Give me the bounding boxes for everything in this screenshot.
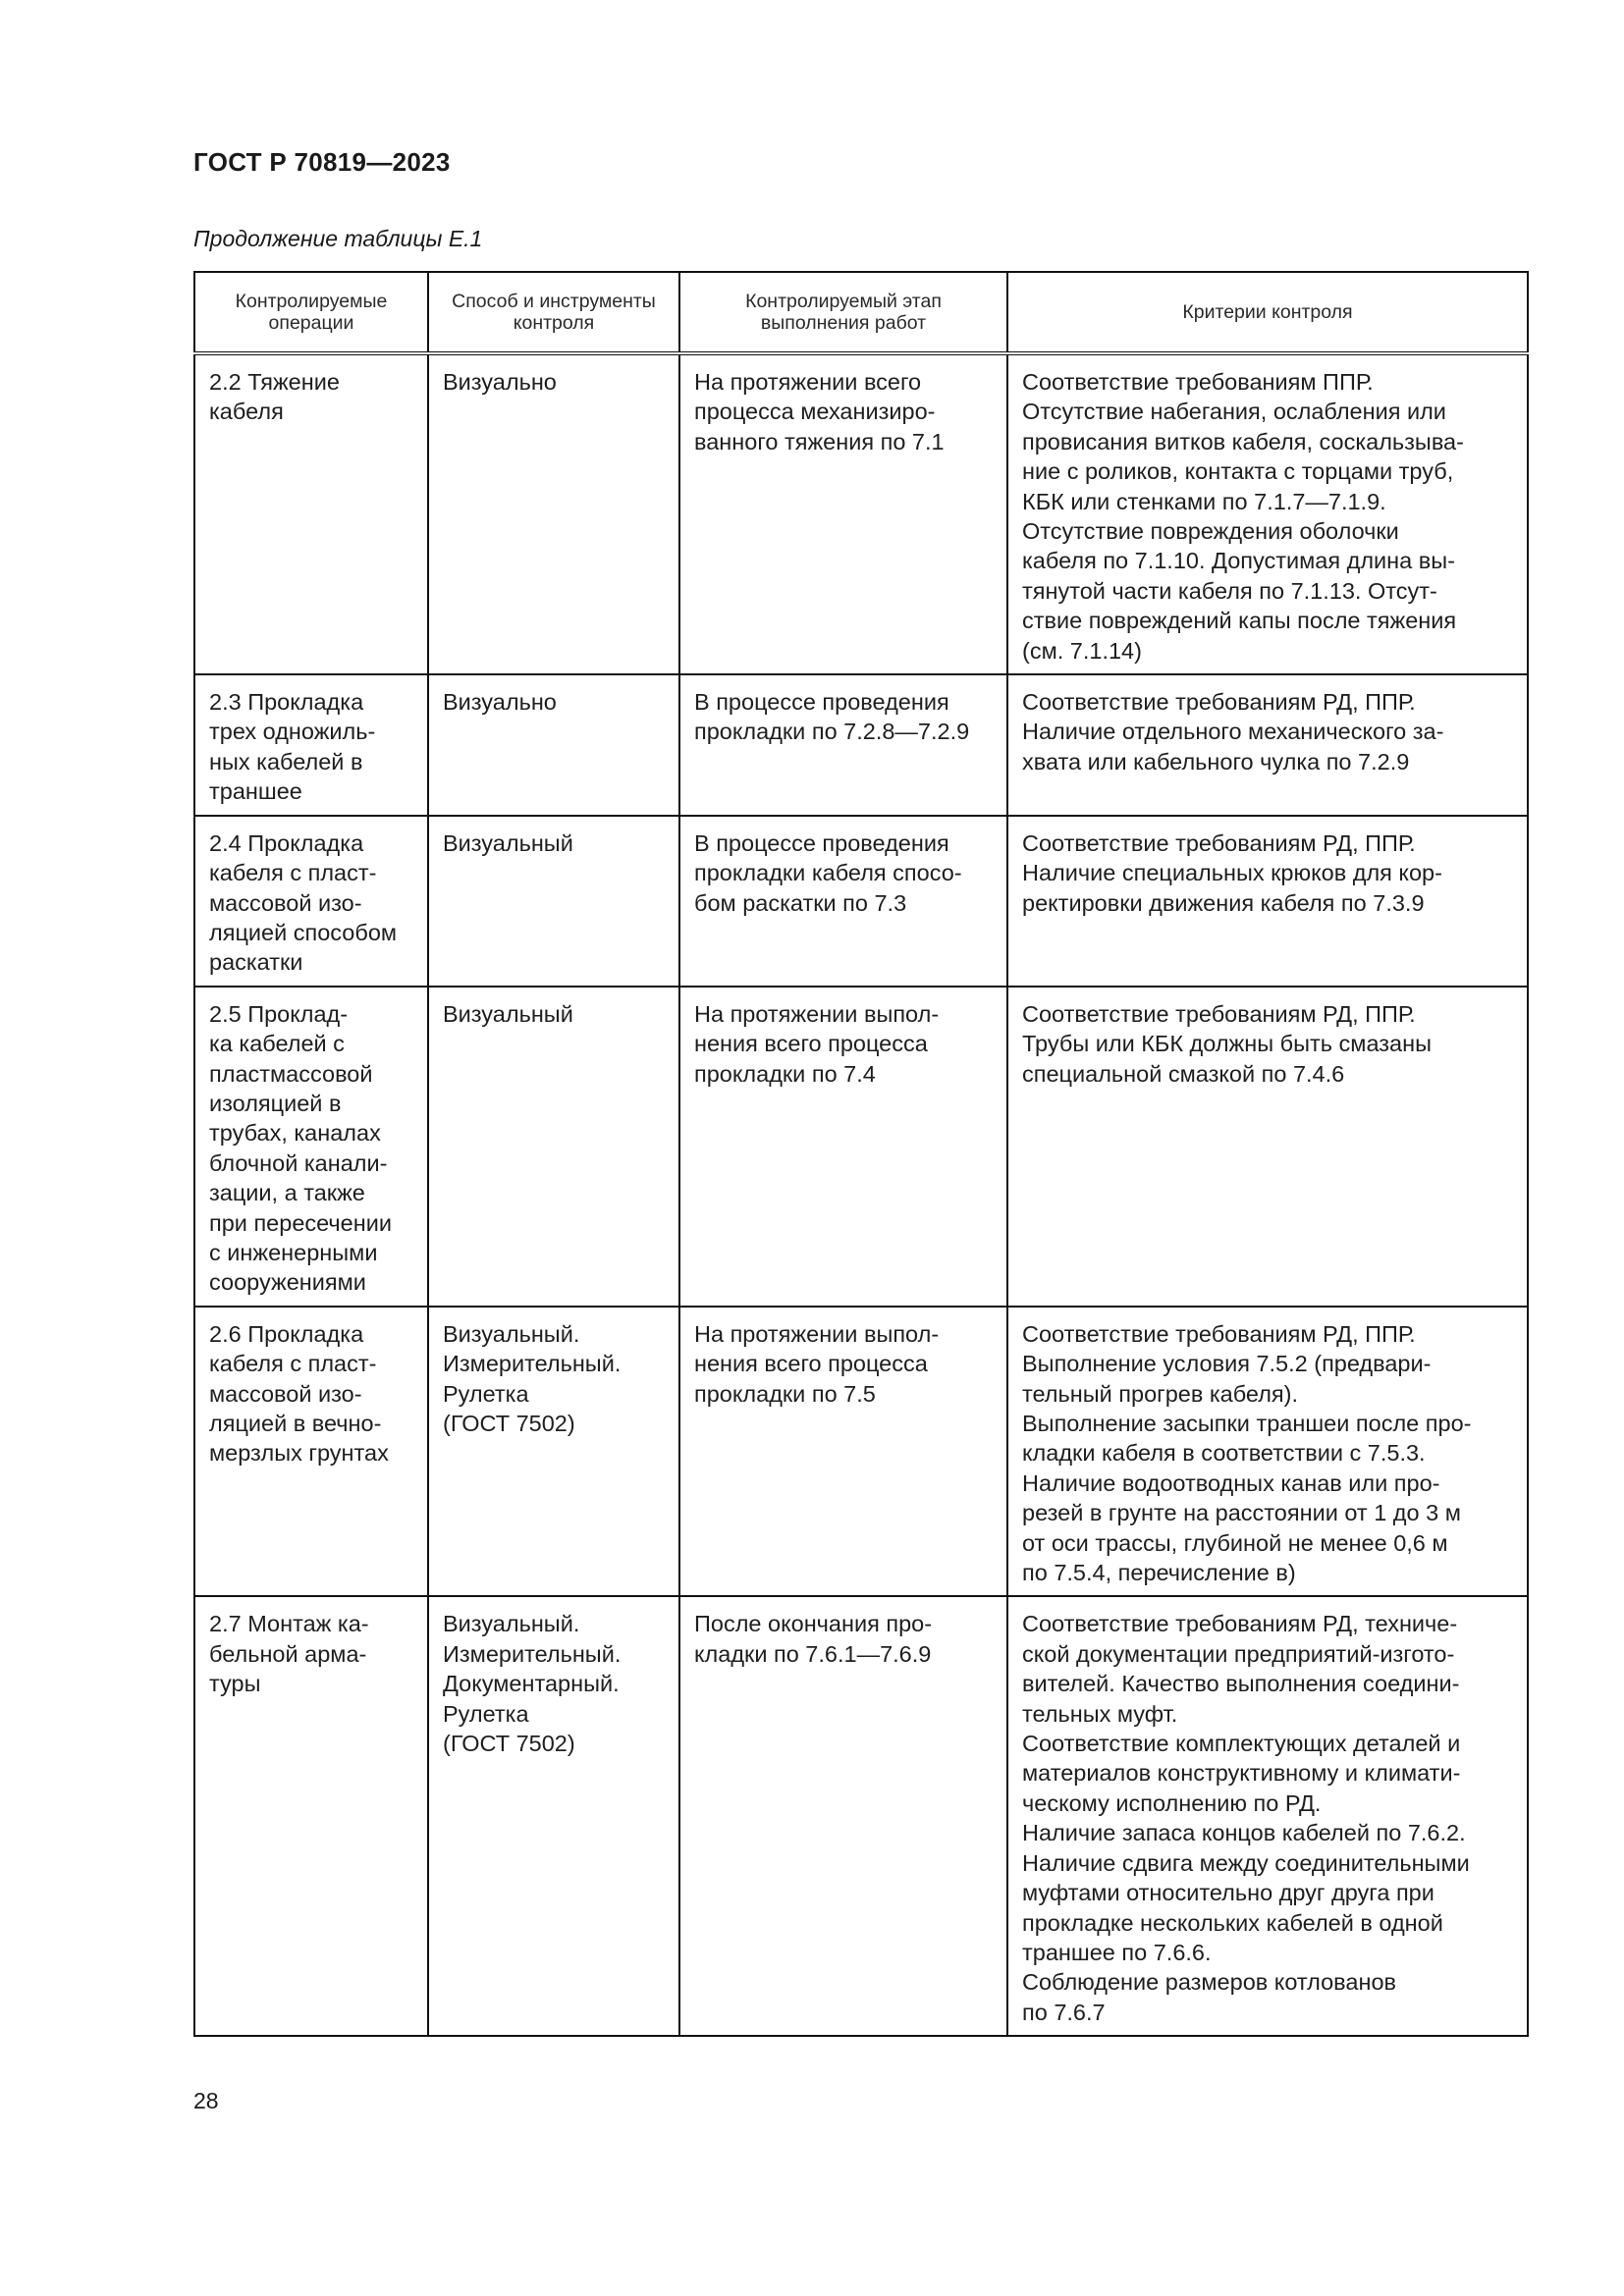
table-row: [194, 816, 1528, 987]
cell-method: Визуальный. Измерительный. Документарный. Рулетка (ГОСТ 7502): [428, 1596, 679, 2036]
cell-method: Визуальный: [428, 816, 679, 987]
cell-stage: В процессе проведения прокладки кабеля спосо- бом раскатки по 7.3: [679, 816, 1007, 987]
header-criteria: Критерии контроля: [1007, 272, 1528, 353]
cell-stage: На протяжении выпол- нения всего процесса прокладки по 7.5: [679, 1307, 1007, 1597]
table-row: [194, 353, 1528, 674]
table-header-row: [194, 272, 1528, 353]
cell-operation: 2.5 Проклад- ка кабелей с пластмассовой изоляцией в трубах, каналах блочной канали- зации, а также при пересечении с инженерными сооружениями: [194, 987, 428, 1307]
table-row: [194, 674, 1528, 816]
cell-method: Визуально: [428, 353, 679, 674]
table-row: [194, 1307, 1528, 1597]
cell-operation: 2.3 Прокладка трех одножиль- ных кабелей в траншее: [194, 674, 428, 816]
table-row: [194, 1596, 1528, 2036]
cell-criteria: Соответствие требованиям РД, ППР. Трубы или КБК должны быть смазаны специальной смазкой по 7.4.6: [1007, 987, 1528, 1307]
cell-operation: 2.4 Прокладка кабеля с пласт- массовой изо- ляцией способом раскатки: [194, 816, 428, 987]
header-operations: Контролируемые операции: [194, 272, 428, 353]
cell-operation: 2.6 Прокладка кабеля с пласт- массовой изо- ляцией в вечно- мерзлых грунтах: [194, 1307, 428, 1597]
cell-operation: 2.2 Тяжение кабеля: [194, 353, 428, 674]
control-table: [193, 271, 1529, 2037]
cell-criteria: Соответствие требованиям РД, ППР. Наличие специальных крюков для кор- ректировки движения кабеля по 7.3.9: [1007, 816, 1528, 987]
header-method: Способ и инструменты контроля: [428, 272, 679, 353]
cell-stage: На протяжении выпол- нения всего процесса прокладки по 7.4: [679, 987, 1007, 1307]
cell-stage: В процессе проведения прокладки по 7.2.8—7.2.9: [679, 674, 1007, 816]
cell-stage: На протяжении всего процесса механизиро- ванного тяжения по 7.1: [679, 353, 1007, 674]
page-number: 28: [193, 2088, 219, 2113]
cell-criteria: Соответствие требованиям РД, техниче- ской документации предприятий-изгото- вителей. Качество выполнения соедини- тельных муфт. Соответствие комплектующих деталей и материалов конструктивному и климати- ческому исполнению по РД. Наличие запаса концов кабелей по 7.6.2. Наличие сдвига между соединительными муфтами относительно друг друга при прокладке нескольких кабелей в одной траншее по 7.6.6. Соблюдение размеров котлованов по 7.6.7: [1007, 1596, 1528, 2036]
header-stage: Контролируемый этап выполнения работ: [679, 272, 1007, 353]
cell-method: Визуальный. Измерительный. Рулетка (ГОСТ 7502): [428, 1307, 679, 1597]
document-header: ГОСТ Р 70819—2023: [193, 147, 451, 177]
cell-method: Визуально: [428, 674, 679, 816]
cell-criteria: Соответствие требованиям ППР. Отсутствие набегания, ослабления или провисания витков кабеля, соскальзыва- ние с роликов, контакта с торцами труб, КБК или стенками по 7.1.7—7.1.9. Отсутствие повреждения оболочки кабеля по 7.1.10. Допустимая длина вы- тянутой части кабеля по 7.1.13. Отсут- ствие повреждений капы после тяжения (см. 7.1.14): [1007, 353, 1528, 674]
cell-method: Визуальный: [428, 987, 679, 1307]
cell-criteria: Соответствие требованиям РД, ППР. Наличие отдельного механического за- хвата или кабельного чулка по 7.2.9: [1007, 674, 1528, 816]
table-caption: Продолжение таблицы Е.1: [193, 226, 483, 251]
cell-stage: После окончания про- кладки по 7.6.1—7.6.9: [679, 1596, 1007, 2036]
cell-operation: 2.7 Монтаж ка- бельной арма- туры: [194, 1596, 428, 2036]
table-row: [194, 987, 1528, 1307]
cell-criteria: Соответствие требованиям РД, ППР. Выполнение условия 7.5.2 (предвари- тельный прогрев кабеля). Выполнение засыпки траншеи после про- кладки кабеля в соответствии с 7.5.3. Наличие водоотводных канав или про- резей в грунте на расстоянии от 1 до 3 м от оси трассы, глубиной не менее 0,6 м по 7.5.4, перечисление в): [1007, 1307, 1528, 1597]
